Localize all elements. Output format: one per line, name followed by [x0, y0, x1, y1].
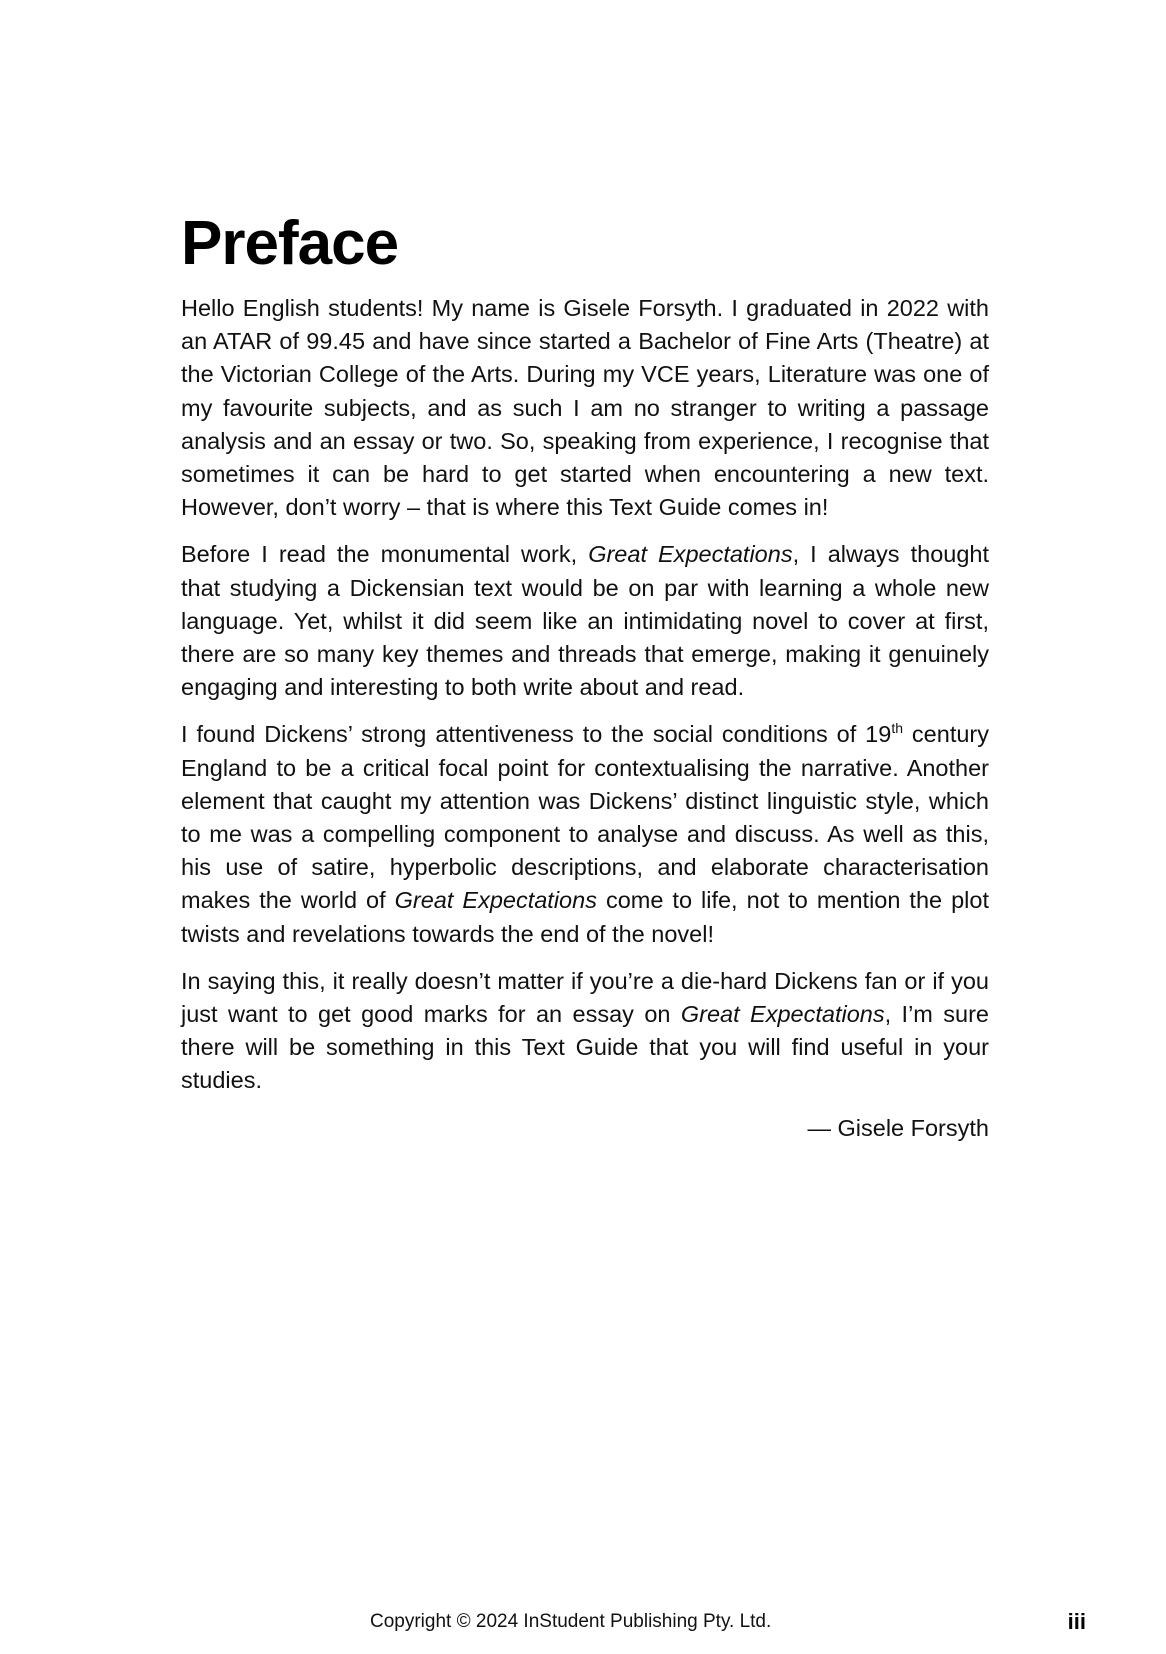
page-footer	[0, 1608, 1166, 1636]
paragraph-text: come to life, not to mention the plot twists and revelations towards the end of the novel!	[181, 887, 989, 947]
paragraph-text: , I’m sure there will be something in this Text Guide that you will find useful in your studies.	[181, 1001, 989, 1094]
preface-paragraph	[181, 718, 989, 950]
preface-paragraph	[181, 292, 989, 524]
paragraph-text: In saying this, it really doesn’t matter if you’re a die-hard Dickens fan or if you just want to get good marks for an essay on	[181, 967, 989, 1028]
paragraph-text: Before I read the monumental work,	[181, 541, 589, 568]
book-title-italic: Great Expectations	[588, 541, 793, 568]
ordinal-superscript: th	[891, 720, 903, 737]
author-signature: — Gisele Forsyth	[807, 1114, 989, 1141]
paragraph-text: Hello English students! My name is Gisele Forsyth. I graduated in 2022 with an ATAR of 99.45 and have since started a Bachelor of Fine Arts (Theatre) at the Victorian College of the Arts. During my VCE years, Literature was one of my favourite subjects, and as such I am no stranger to writing a passage analysis and an essay or two. So, speaking from experience, I recognise that sometimes it can be hard to get started when encountering a new text. However, don’t worry – that is where this Text Guide comes in!	[181, 295, 989, 521]
book-title-italic: Great Expectations	[394, 887, 597, 914]
page-number: iii	[1067, 1609, 1086, 1634]
copyright-notice: Copyright © 2024 InStudent Publishing Pty. Ltd.	[370, 1611, 772, 1632]
paragraph-text: I found Dickens’ strong attentiveness to the social conditions of 19	[181, 721, 892, 748]
book-title-italic: Great Expectations	[680, 1001, 885, 1028]
page-content	[181, 208, 989, 1145]
preface-paragraph	[181, 538, 989, 704]
paragraph-text: century England to be a critical focal point for contextualising the narrative. Another element that caught my attention was Dickens’ distinct linguistic style, which to me was a compelling component to analyse and discuss. As well as this, his use of satire, hyperbolic descriptions, and elaborate characterisation makes the world of	[181, 721, 989, 914]
preface-paragraph	[181, 965, 989, 1098]
page-title: Preface	[181, 209, 399, 278]
paragraph-text: , I always thought that studying a Dickensian text would be on par with learning a whole new language. Yet, whilst it did seem like an intimidating novel to cover at first, there are so many key themes and threads that emerge, making it genuinely engaging and interesting to both write about and read.	[181, 541, 990, 701]
